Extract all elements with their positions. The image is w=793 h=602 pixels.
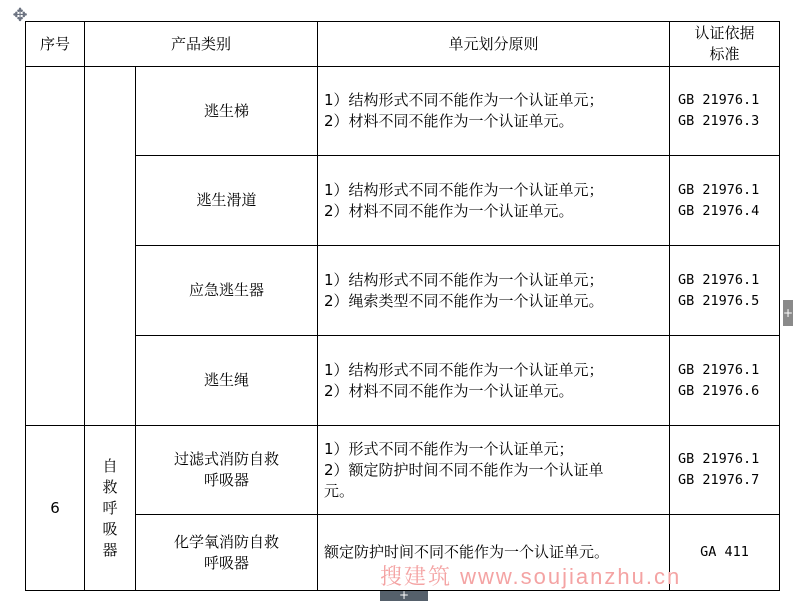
principle-cell	[318, 336, 670, 426]
standard-line: GB 21976.3	[678, 113, 760, 129]
table-row	[26, 246, 780, 336]
category-char: 呼	[102, 498, 118, 517]
principle-cell: 额定防护时间不同不能作为一个认证单元。	[318, 515, 670, 591]
standard-line: GB 21976.1	[678, 271, 760, 288]
principle-line: 1）结构形式不同不能作为一个认证单元；	[324, 270, 604, 289]
product-name-line: 化学氧消防自救	[174, 532, 280, 551]
principle-line: 1）结构形式不同不能作为一个认证单元；	[324, 360, 604, 379]
table-row	[26, 336, 780, 426]
header-standard	[670, 22, 780, 67]
standard-line: GB 21976.7	[678, 472, 760, 488]
table-row	[26, 67, 780, 156]
standard-line: GB 21976.4	[678, 202, 760, 219]
certification-table	[25, 21, 780, 591]
table-row	[26, 426, 780, 515]
header-no: 序号	[26, 22, 85, 67]
product-name-line: 过滤式消防自救	[174, 450, 280, 468]
product-name: 应急逃生器	[136, 246, 318, 336]
standard-cell	[670, 336, 780, 426]
header-category: 产品类别	[85, 22, 318, 67]
principle-line: 2）材料不同不能作为一个认证单元。	[324, 112, 574, 130]
product-name	[136, 515, 318, 591]
principle-line: 2）额定防护时间不同不能作为一个认证单	[324, 460, 604, 479]
standard-cell: GA 411	[670, 515, 780, 591]
table-row	[26, 156, 780, 246]
standard-line: GB 21976.1	[678, 451, 760, 467]
standard-line: GB 21976.1	[678, 92, 760, 108]
category-char: 吸	[102, 519, 118, 538]
standard-cell	[670, 426, 780, 515]
move-icon[interactable]: ✥	[12, 5, 28, 26]
header-standard-line2: 标准	[709, 45, 740, 63]
product-name-line: 呼吸器	[204, 471, 250, 489]
principle-line: 2）材料不同不能作为一个认证单元。	[324, 381, 574, 400]
category-cell-empty	[85, 67, 136, 426]
principle-line: 1）结构形式不同不能作为一个认证单元；	[324, 180, 604, 199]
standard-line: GB 21976.5	[678, 292, 760, 309]
principle-cell	[318, 156, 670, 246]
standard-line: GB 21976.6	[678, 382, 760, 399]
row-number: 6	[26, 426, 85, 591]
standard-line: GB 21976.1	[678, 361, 760, 378]
no-cell-empty	[26, 67, 85, 426]
standard-line: GB 21976.1	[678, 181, 760, 198]
product-name: 逃生滑道	[136, 156, 318, 246]
standard-cell	[670, 246, 780, 336]
watermark: 搜建筑 www.soujianzhu.cn	[380, 564, 682, 589]
header-row	[26, 22, 780, 67]
product-name: 逃生绳	[136, 336, 318, 426]
principle-cell	[318, 246, 670, 336]
product-name	[136, 426, 318, 515]
header-standard-line1: 认证依据	[694, 24, 755, 42]
standard-cell	[670, 156, 780, 246]
standard-cell	[670, 67, 780, 156]
category-char: 器	[102, 540, 118, 559]
category-char: 自	[102, 456, 118, 475]
principle-line: 元。	[324, 481, 355, 500]
category-vertical-label	[85, 426, 136, 591]
principle-line: 2）材料不同不能作为一个认证单元。	[324, 201, 574, 220]
category-char: 救	[102, 477, 118, 496]
principle-cell	[318, 67, 670, 156]
principle-line: 1）结构形式不同不能作为一个认证单元；	[324, 91, 604, 109]
principle-line: 1）形式不同不能作为一个认证单元；	[324, 439, 574, 458]
product-name-line: 呼吸器	[204, 553, 250, 572]
product-name: 逃生梯	[136, 67, 318, 156]
principle-cell	[318, 426, 670, 515]
principle-line: 2）绳索类型不同不能作为一个认证单元。	[324, 291, 604, 310]
resize-handle-icon[interactable]: +	[380, 591, 428, 601]
header-principle: 单元划分原则	[318, 22, 670, 67]
resize-handle-icon[interactable]: +	[783, 300, 793, 326]
